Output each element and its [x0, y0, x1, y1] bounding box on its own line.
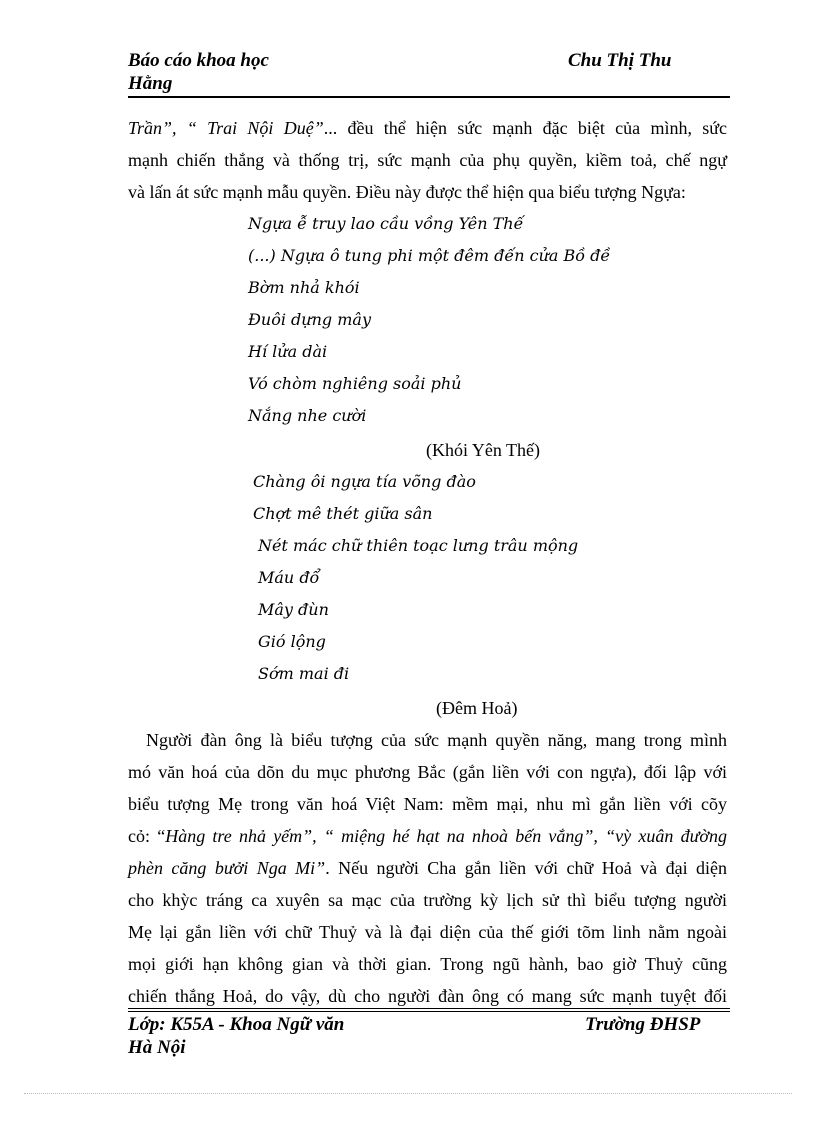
header-title: Báo cáo khoa học: [128, 50, 269, 71]
intro-line-1: [128, 112, 727, 144]
para-line-4: [128, 820, 727, 852]
intro-text: ... đều thể hiện sức mạnh đặc biệt của mình, sức: [323, 118, 727, 138]
para-line-5-quote: phèn căng bưởi Nga Mi”: [128, 858, 326, 878]
para-line-8: mọi giới hạn không gian và thời gian. Trong ngũ hành, bao giờ Thuỷ cũng: [128, 954, 727, 974]
para-line-9: chiến thắng Hoả, do vậy, dù cho người đàn ông có mang sức mạnh tuyệt đối: [128, 986, 727, 1006]
poem1-line-7: Nắng nhe cười: [248, 406, 367, 425]
poem2-line-6: Gió lộng: [258, 632, 326, 651]
poem2-line-4: Máu đổ: [258, 568, 320, 587]
footer-school-cont: Hà Nội: [128, 1037, 186, 1058]
poem1-source: (Khói Yên Thế): [426, 440, 540, 460]
para-line-5: [128, 852, 727, 884]
para-line-1: Người đàn ông là biểu tượng của sức mạnh quyền năng, mang trong mình: [146, 730, 727, 750]
main-paragraph: [128, 724, 727, 1012]
para-line-4-quote: Hàng tre nhả yếm”, “ miệng hé hạt na nhoà bến vắng”, “vỳ xuân đường: [165, 826, 727, 846]
intro-line-3: và lấn át sức mạnh mẫu quyền. Điều này được thể hiện qua biểu tượng Ngựa:: [128, 182, 686, 202]
para-line-2: mó văn hoá của dõn du mục phương Bắc (gắn liền với con ngựa), đối lập với: [128, 762, 727, 782]
para-line-7: Mẹ lại gắn liền với chữ Thuỷ và là đại diện của thế giới tõm linh nằm ngoài: [128, 922, 727, 942]
para-line-3: biểu tượng Mẹ trong văn hoá Việt Nam: mềm mại, nhu mì gắn liền với cõy: [128, 794, 727, 814]
para-line-5-text: . Nếu người Cha gắn liền với chữ Hoả và đại diện: [325, 858, 727, 878]
footer-class: Lớp: K55A - Khoa Ngữ văn: [128, 1014, 345, 1035]
header-author: Chu Thị Thu: [568, 50, 672, 71]
intro-paragraph: [128, 112, 727, 208]
poem1-line-6: Vó chòm nghiêng soải phủ: [248, 374, 462, 393]
header-author-cont: Hằng: [128, 73, 173, 94]
poem2-source: (Đêm Hoả): [436, 698, 518, 718]
para-line-4-text: cỏ: “: [128, 826, 166, 846]
poem1-line-1: Ngựa ễ truy lao cầu vồng Yên Thế: [248, 214, 524, 233]
footer-school: Trường ĐHSP: [585, 1014, 701, 1035]
header-rule: [128, 96, 730, 98]
poem2-line-5: Mây đùn: [258, 600, 329, 619]
poem1-line-5: Hí lửa dài: [248, 342, 328, 361]
poem2-line-1: Chàng ôi ngựa tía võng đào: [253, 472, 476, 491]
poem1-line-3: Bờm nhả khói: [248, 278, 360, 297]
intro-italic-titles: Trần”, “ Trai Nội Duệ”: [128, 118, 324, 138]
poem1-line-4: Đuôi dựng mây: [248, 310, 371, 329]
poem2-line-3: Nét mác chữ thiên toạc lưng trâu mộng: [258, 536, 579, 555]
page-edge-divider: [24, 1093, 792, 1094]
poem1-line-2: (...) Ngựa ô tung phi một đêm đến cửa Bồ đề: [248, 246, 611, 265]
poem2-line-2: Chợt mê thét giữa sân: [253, 504, 433, 523]
intro-line-2: mạnh chiến thắng và thống trị, sức mạnh của phụ quyền, kiềm toả, chế ngự: [128, 150, 727, 170]
poem2-line-7: Sớm mai đi: [258, 664, 350, 683]
para-line-6: cho khỳc tráng ca xuyên sa mạc của trường kỳ lịch sử thì biểu tượng người: [128, 890, 727, 910]
footer-rule: [128, 1008, 730, 1012]
